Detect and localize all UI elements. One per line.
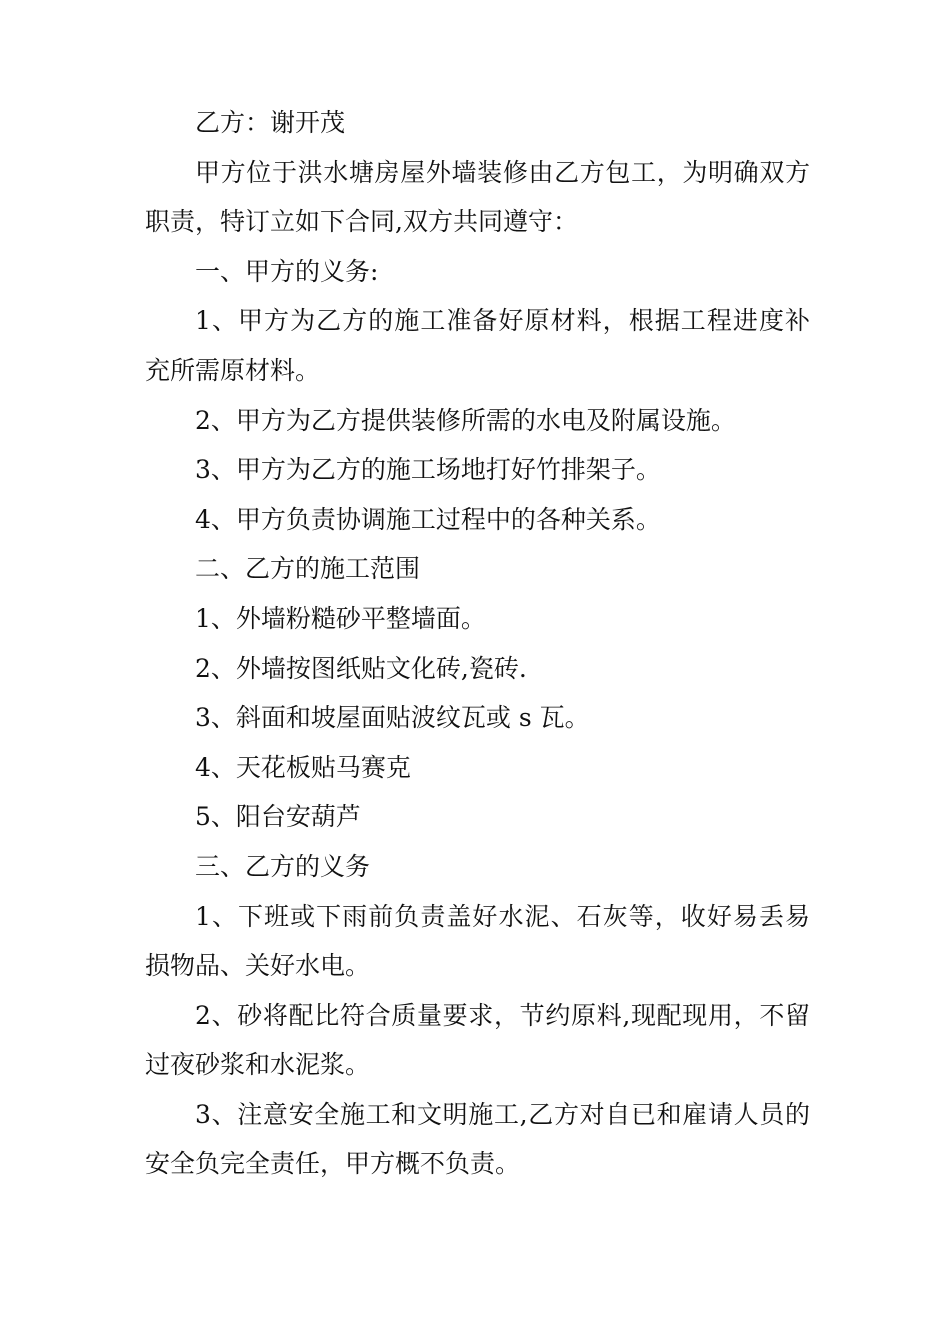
intro-paragraph: 甲方位于洪水塘房屋外墙装修由乙方包工，为明确双方职责，特订立如下合同,双方共同遵守： — [145, 157, 810, 237]
clause-a3: 3、甲方为乙方的施工场地打好竹排架子。 — [195, 455, 661, 485]
clause-a1: 1、甲方为乙方的施工准备好原材料，根据工程进度补充所需原材料。 — [145, 306, 810, 385]
scope-item-3: 3、斜面和坡屋面贴波纹瓦或 s 瓦。 — [195, 703, 590, 733]
party-b-line: 乙方：谢开茂 — [195, 108, 346, 137]
section-heading-party-b-duties: 三、乙方的义务 — [195, 851, 371, 881]
scope-item-1: 1、外墙粉糙砂平整墙面。 — [195, 603, 486, 633]
scope-item-4: 4、天花板贴马赛克 — [195, 752, 411, 782]
clause-b2: 2、砂将配比符合质量要求，节约原料,现配现用，不留过夜砂浆和水泥浆。 — [145, 1000, 810, 1080]
clause-a4: 4、甲方负责协调施工过程中的各种关系。 — [195, 504, 661, 534]
section-heading-scope: 二、乙方的施工范围 — [195, 554, 421, 584]
clause-b1: 1、下班或下雨前负责盖好水泥、石灰等，收好易丢易损物品、关好水电。 — [145, 901, 810, 981]
clause-a2: 2、甲方为乙方提供装修所需的水电及附属设施。 — [195, 405, 736, 435]
document-body — [145, 98, 810, 1189]
scope-item-2: 2、外墙按图纸贴文化砖,瓷砖. — [195, 653, 527, 683]
scope-item-5: 5、阳台安葫芦 — [195, 802, 361, 832]
section-heading-party-a-duties: 一、甲方的义务: — [195, 256, 379, 286]
clause-b3: 3、注意安全施工和文明施工,乙方对自已和雇请人员的安全负完全责任，甲方概不负责。 — [145, 1099, 810, 1179]
